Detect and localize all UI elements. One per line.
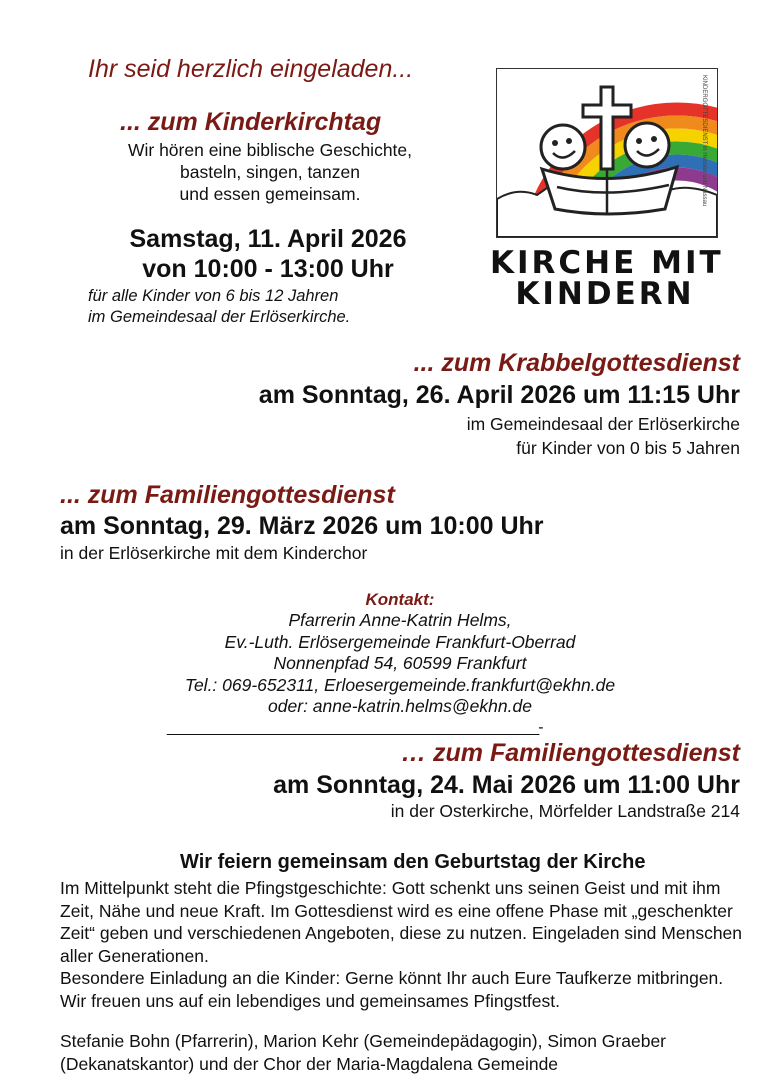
kinderkirchtag-place: im Gemeindesaal der Erlöserkirche.: [88, 308, 351, 326]
divider-line: _______________________________________________-: [167, 719, 543, 736]
kinderkirchtag-date: Samstag, 11. April 2026: [129, 225, 407, 253]
description-line: und essen gemeinsam.: [179, 184, 361, 204]
logo-line: KIRCHE MIT: [490, 245, 724, 281]
familie2-heading: … zum Familiengottesdienst: [401, 739, 740, 767]
familie2-place: in der Osterkirche, Mörfelder Landstraße 214: [390, 801, 740, 821]
kontakt-title: Kontakt:: [365, 590, 435, 609]
kontakt-block: [100, 610, 700, 718]
logo-vertical-text: KINDERGOTTESDIENST in Hessen und Nassau: [701, 75, 707, 207]
pfingsten-body: [60, 877, 750, 1012]
familie1-date: am Sonntag, 29. März 2026 um 10:00 Uhr: [60, 512, 544, 540]
pfingsten-credits: Stefanie Bohn (Pfarrerin), Marion Kehr (Gemeindepädagogin), Simon Graeber (Dekanatskantor) und der Chor der Maria-Magdalena Gemeinde: [60, 1031, 667, 1074]
krabbel-date: am Sonntag, 26. April 2026 um 11:15 Uhr: [258, 381, 740, 409]
kinderkirchtag-details: [88, 286, 350, 328]
kinderkirchtag-heading: ... zum Kinderkirchtag: [120, 108, 382, 136]
familie2-date: am Sonntag, 24. Mai 2026 um 11:00 Uhr: [273, 771, 740, 799]
invitation-intro: Ihr seid herzlich eingeladen...: [88, 55, 414, 83]
kontakt-address: Nonnenpfad 54, 60599 Frankfurt: [273, 653, 527, 673]
description-line: Wir hören eine biblische Geschichte,: [127, 140, 413, 160]
kinderkirchtag-time: von 10:00 - 13:00 Uhr: [142, 255, 394, 283]
logo-wordmark: [490, 245, 724, 312]
logo-line: KINDERN: [515, 276, 695, 312]
kinderkirchtag-description: [90, 139, 450, 205]
krabbel-age: für Kinder von 0 bis 5 Jahren: [516, 438, 740, 458]
krabbel-place: im Gemeindesaal der Erlöserkirche: [466, 414, 740, 434]
pfingsten-paragraph: Im Mittelpunkt steht die Pfingstgeschichte: Gott schenkt uns seinen Geist und mit ihm Zeit, Nähe und neue Kraft. Im Gottesdienst wird es eine offene Phase mit „geschenkter Zeit“ geben und verschiedenen Angeboten, diese zu nutzen. Eingeladen sind Menschen aller Generationen.: [60, 878, 743, 966]
familie1-place: in der Erlöserkirche mit dem Kinderchor: [60, 543, 368, 563]
kinderkirchtag-datetime: [90, 224, 446, 284]
logo-illustration: [497, 69, 717, 237]
pfingsten-paragraph: Besondere Einladung an die Kinder: Gerne könnt Ihr auch Eure Taufkerze mitbringen. Wir freuen uns auf ein lebendiges und gemeinsames Pfingstfest.: [60, 968, 724, 1011]
kontakt-phone-email: Tel.: 069-652311, Erloesergemeinde.frankfurt@ekhn.de: [184, 674, 616, 695]
kirche-mit-kindern-logo: [496, 68, 718, 238]
kontakt-name: Pfarrerin Anne-Katrin Helms,: [288, 610, 512, 630]
krabbel-details: [467, 412, 740, 460]
kontakt-org: Ev.-Luth. Erlösergemeinde Frankfurt-Oberrad: [224, 631, 576, 652]
kinderkirchtag-age: für alle Kinder von 6 bis 12 Jahren: [88, 287, 339, 305]
pfingsten-heading: Wir feiern gemeinsam den Geburtstag der Kirche: [180, 851, 646, 873]
kontakt-email-alt: oder: anne-katrin.helms@ekhn.de: [268, 696, 532, 716]
krabbel-heading: ... zum Krabbelgottesdienst: [413, 349, 740, 377]
description-line: basteln, singen, tanzen: [180, 162, 360, 182]
familie1-heading: ... zum Familiengottesdienst: [60, 481, 395, 509]
